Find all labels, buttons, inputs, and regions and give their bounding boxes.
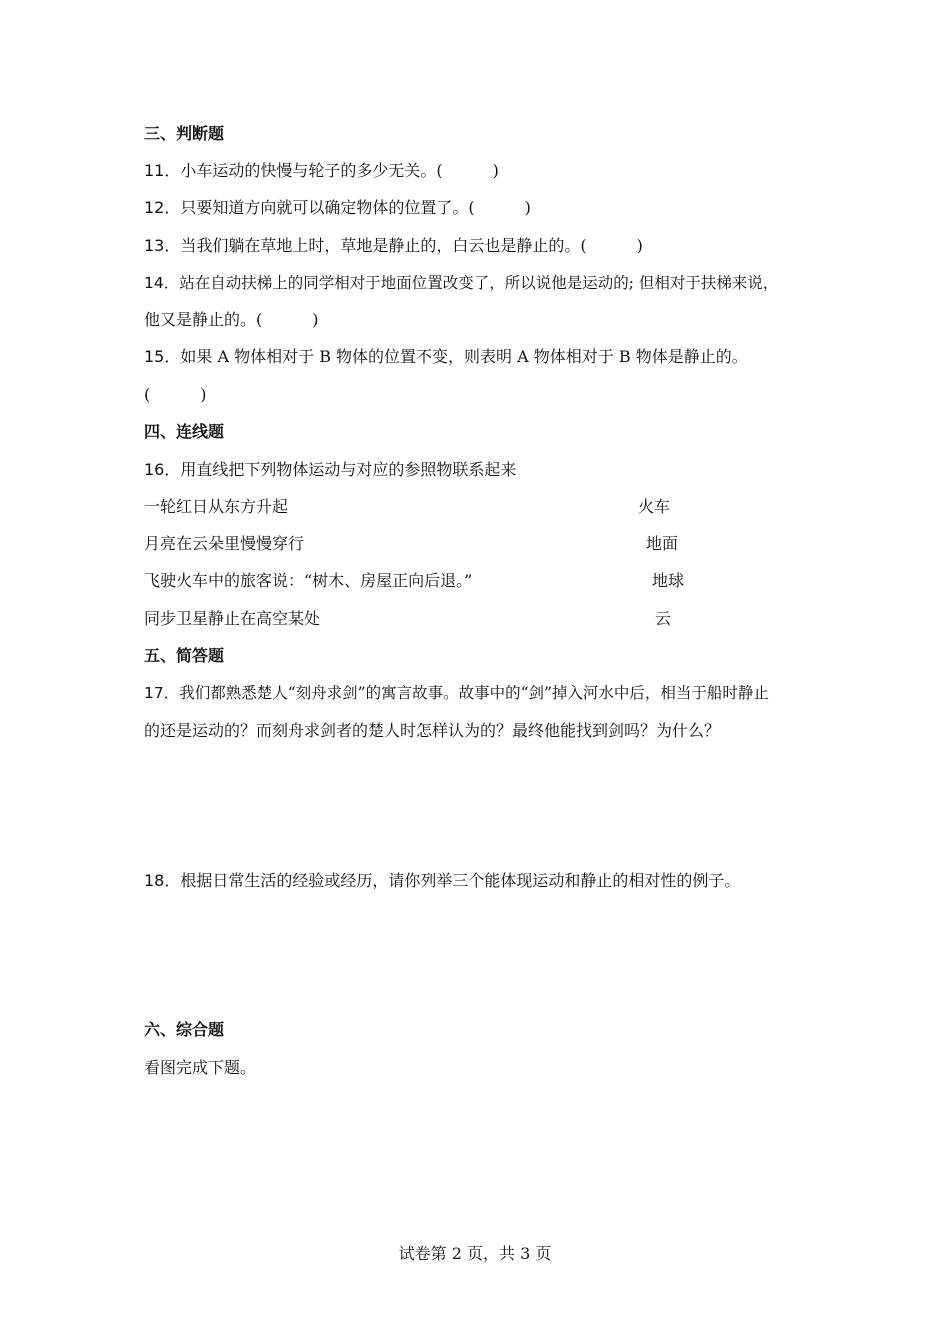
paren-close: ) bbox=[492, 161, 499, 180]
match-right-item: 地球 bbox=[652, 571, 685, 590]
question-text: 他又是静止的。( bbox=[144, 310, 263, 329]
paren-close: ) bbox=[312, 310, 319, 329]
section-heading-comprehensive: 六、综合题 bbox=[144, 1020, 225, 1039]
question-15-line1 bbox=[144, 346, 748, 368]
question-18 bbox=[144, 870, 740, 892]
question-13 bbox=[144, 235, 643, 257]
section-heading-judgment: 三、判断题 bbox=[144, 124, 225, 143]
question-number: 11． bbox=[144, 161, 181, 180]
paren-close: ) bbox=[200, 385, 207, 404]
question-number: 15． bbox=[144, 347, 181, 366]
question-number: 17． bbox=[144, 684, 180, 702]
question-14-line1 bbox=[144, 272, 778, 294]
question-16 bbox=[144, 459, 516, 481]
question-number: 16． bbox=[144, 460, 181, 479]
instruction-text: 看图完成下题。 bbox=[144, 1058, 257, 1077]
question-17-line1 bbox=[144, 682, 769, 704]
match-left-item: 一轮红日从东方升起 bbox=[144, 497, 289, 516]
match-right-item: 云 bbox=[655, 609, 672, 628]
question-text: 站在自动扶梯上的同学相对于地面位置改变了，所以说他是运动的; 但相对于扶梯来说， bbox=[179, 274, 779, 292]
paren-close: ) bbox=[524, 198, 531, 217]
question-number: 18． bbox=[144, 871, 181, 890]
paren-close: ) bbox=[636, 236, 643, 255]
question-text: 我们都熟悉楚人“刻舟求剑”的寓言故事。故事中的“剑”掉入河水中后，相当于船时静止 bbox=[179, 684, 769, 702]
question-number: 12． bbox=[144, 198, 181, 217]
question-number: 13． bbox=[144, 236, 181, 255]
section-heading-short-answer: 五、简答题 bbox=[144, 646, 225, 665]
paren-open: ( bbox=[144, 385, 151, 404]
question-text: 的还是运动的？而刻舟求剑者的楚人时怎样认为的？最终他能找到剑吗？为什么？ bbox=[144, 721, 721, 740]
question-15-line2 bbox=[144, 384, 207, 406]
question-text: 根据日常生活的经验或经历，请你列举三个能体现运动和静止的相对性的例子。 bbox=[180, 871, 741, 890]
question-text: 用直线把下列物体运动与对应的参照物联系起来 bbox=[180, 460, 517, 479]
question-text: 小车运动的快慢与轮子的多少无关。( bbox=[180, 161, 443, 180]
question-text: 如果 A 物体相对于 B 物体的位置不变，则表明 A 物体相对于 B 物体是静止的。 bbox=[180, 347, 748, 366]
page-footer: 试卷第 2 页，共 3 页 bbox=[398, 1244, 552, 1263]
question-number: 14． bbox=[144, 274, 180, 292]
question-12 bbox=[144, 197, 531, 219]
section-heading-matching: 四、连线题 bbox=[144, 422, 225, 441]
question-14-line2 bbox=[144, 309, 319, 331]
match-right-item: 火车 bbox=[638, 497, 671, 516]
match-left-item: 飞驶火车中的旅客说：“树木、房屋正向后退。” bbox=[144, 571, 473, 590]
match-right-item: 地面 bbox=[646, 534, 679, 553]
match-left-item: 月亮在云朵里慢慢穿行 bbox=[144, 534, 305, 553]
match-left-item: 同步卫星静止在高空某处 bbox=[144, 609, 321, 628]
question-17-line2 bbox=[144, 720, 720, 742]
question-text: 只要知道方向就可以确定物体的位置了。( bbox=[180, 198, 475, 217]
question-text: 当我们躺在草地上时，草地是静止的，白云也是静止的。( bbox=[180, 236, 587, 255]
question-11 bbox=[144, 160, 499, 182]
